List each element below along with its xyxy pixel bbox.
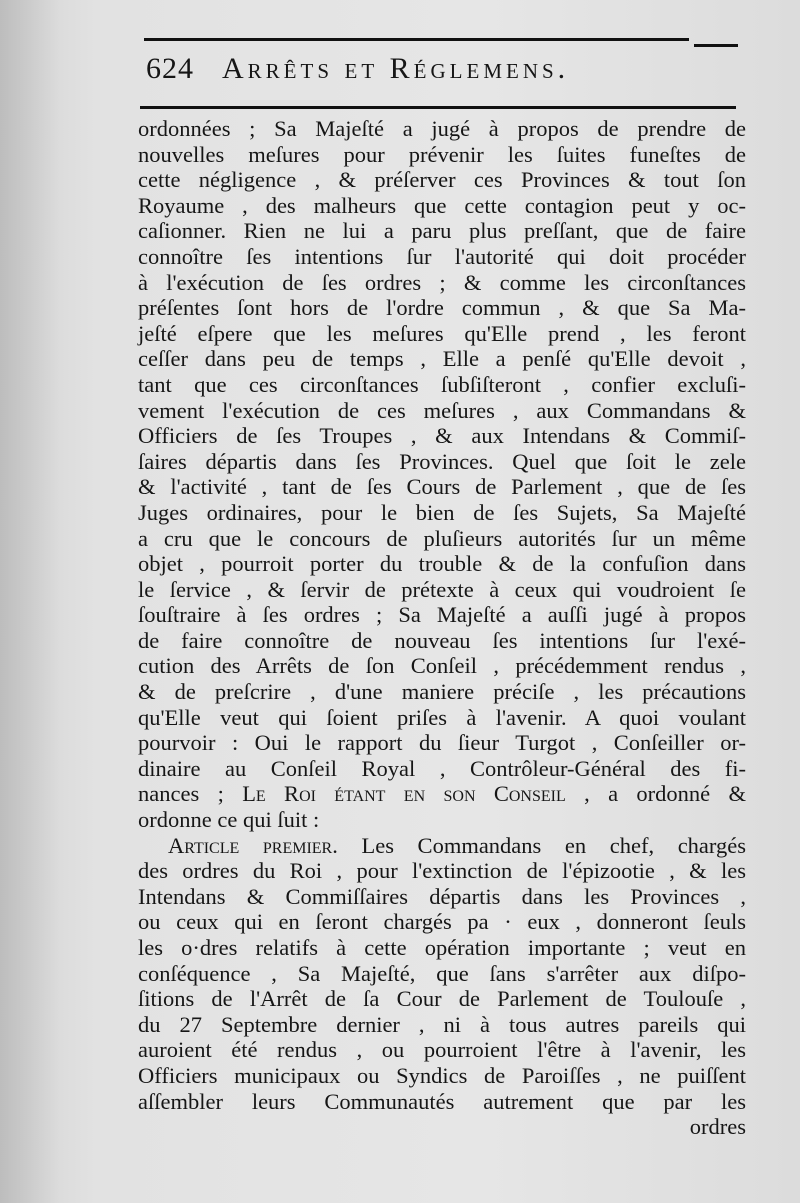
text-line: du 27 Septembre dernier , ni à tous autres pareils qui xyxy=(138,1011,746,1037)
page-body xyxy=(138,116,746,1140)
text-line: cette négligence , & préſerver ces Provinces & tout ſon xyxy=(138,167,746,193)
text-line: qu'Elle veut qui ſoient priſes à l'avenir. A quoi voulant xyxy=(138,704,746,730)
text-line: ordonne ce qui ſuit : xyxy=(138,807,320,833)
text-line: ordonnées ; Sa Majeſté a jugé à propos de prendre de xyxy=(138,116,746,141)
text-line: a cru que le concours de pluſieurs autorités ſur un même xyxy=(138,525,746,551)
text-line: Officiers municipaux ou Syndics de Paroiſſes , ne puiſſent xyxy=(138,1062,746,1088)
text-line: cution des Arrêts de ſon Conſeil , précédemment rendus , xyxy=(138,653,746,679)
text-line: objet , pourroit porter du trouble & de la confuſion dans xyxy=(138,551,746,577)
text-line: à l'exécution de ſes ordres ; & comme les circonſtances xyxy=(138,269,746,295)
text-line: pourvoir : Oui le rapport du ſieur Turgot , Conſeiller or- xyxy=(138,730,746,756)
text-line: vement l'exécution de ces meſures , aux Commandans & xyxy=(138,397,746,423)
text-line: & de preſcrire , d'une maniere préciſe , les précautions xyxy=(138,679,746,705)
text-line: Intendans & Commiſſaires départis dans les Provinces , xyxy=(138,883,746,909)
text-line: auroient été rendus , ou pourroient l'être à l'avenir, les xyxy=(138,1037,746,1063)
enacting-clause-end: , a ordonné & xyxy=(584,781,747,807)
enacting-clause-smallcaps: Le Roi étant en son Conseil xyxy=(242,781,566,807)
text-line: aſſembler leurs Communautés autrement que par les xyxy=(138,1088,746,1114)
page-number: 624 xyxy=(146,52,194,85)
text-line: les o·dres relatifs à cette opération importante ; veut en xyxy=(138,935,746,960)
enacting-clause-start: nances ; xyxy=(138,781,224,807)
text-line: caſionner. Rien ne lui a paru plus preſſant, que de faire xyxy=(138,218,746,244)
running-title: Arrêts et Réglemens. xyxy=(222,52,570,85)
text-line: des ordres du Roi , pour l'extinction de l'épizootie , & les xyxy=(138,858,746,884)
article-heading: Article premier. xyxy=(168,832,338,858)
text-line: dinaire au Conſeil Royal , Contrôleur-Général des fi- xyxy=(138,755,746,781)
text-line: ſouſtraire à ſes ordres ; Sa Majeſté a auſſi jugé à propos xyxy=(138,602,746,628)
text-line: connoître ſes intentions ſur l'autorité qui doit procéder xyxy=(138,243,746,269)
text-line: ou ceux qui en ſeront chargés pa · eux , donneront ſeuls xyxy=(138,909,746,935)
text-line-enacting-clause xyxy=(138,781,746,807)
article-first-line xyxy=(138,833,746,859)
text-line: conſéquence , Sa Majeſté, que ſans s'arrêter aux diſpo- xyxy=(138,960,746,986)
header-rule-top xyxy=(144,38,689,41)
header-rule-top-right xyxy=(694,44,738,47)
text-line: nouvelles meſures pour prévenir les ſuites funeſtes de xyxy=(138,141,746,167)
text-line: tant que ces circonſtances ſubſiſteront , confier excluſi- xyxy=(138,371,746,397)
page-gutter-shadow xyxy=(0,0,60,1203)
header-rule-bottom xyxy=(140,106,736,109)
text-line: ſaires départis dans ſes Provinces. Quel que ſoit le zele xyxy=(138,448,746,474)
text-line: ſitions de l'Arrêt de ſa Cour de Parlement de Toulouſe , xyxy=(138,986,746,1012)
article-line-rest: Les Commandans en chef, chargés xyxy=(337,832,746,858)
text-line: de faire connoître de nouveau ſes intentions ſur l'exé- xyxy=(138,627,746,653)
text-line: Royaume , des malheurs que cette contagion peut y oc- xyxy=(138,192,746,218)
running-header xyxy=(146,52,736,86)
catchword: ordres xyxy=(689,1114,746,1140)
text-line: Juges ordinaires, pour le bien de ſes Sujets, Sa Majeſté xyxy=(138,499,746,525)
text-line: préſentes ſont hors de l'ordre commun , & que Sa Ma- xyxy=(138,295,746,321)
text-line: jeſté eſpere que les meſures qu'Elle prend , les feront xyxy=(138,320,746,346)
text-line: le ſervice , & ſervir de prétexte à ceux qui voudroient ſe xyxy=(138,576,746,602)
text-line: & l'activité , tant de ſes Cours de Parlement , que de ſes xyxy=(138,474,746,500)
text-line: ceſſer dans peu de temps , Elle a penſé qu'Elle devoit , xyxy=(138,346,746,372)
text-line: Officiers de ſes Troupes , & aux Intendans & Commiſ- xyxy=(138,423,746,449)
